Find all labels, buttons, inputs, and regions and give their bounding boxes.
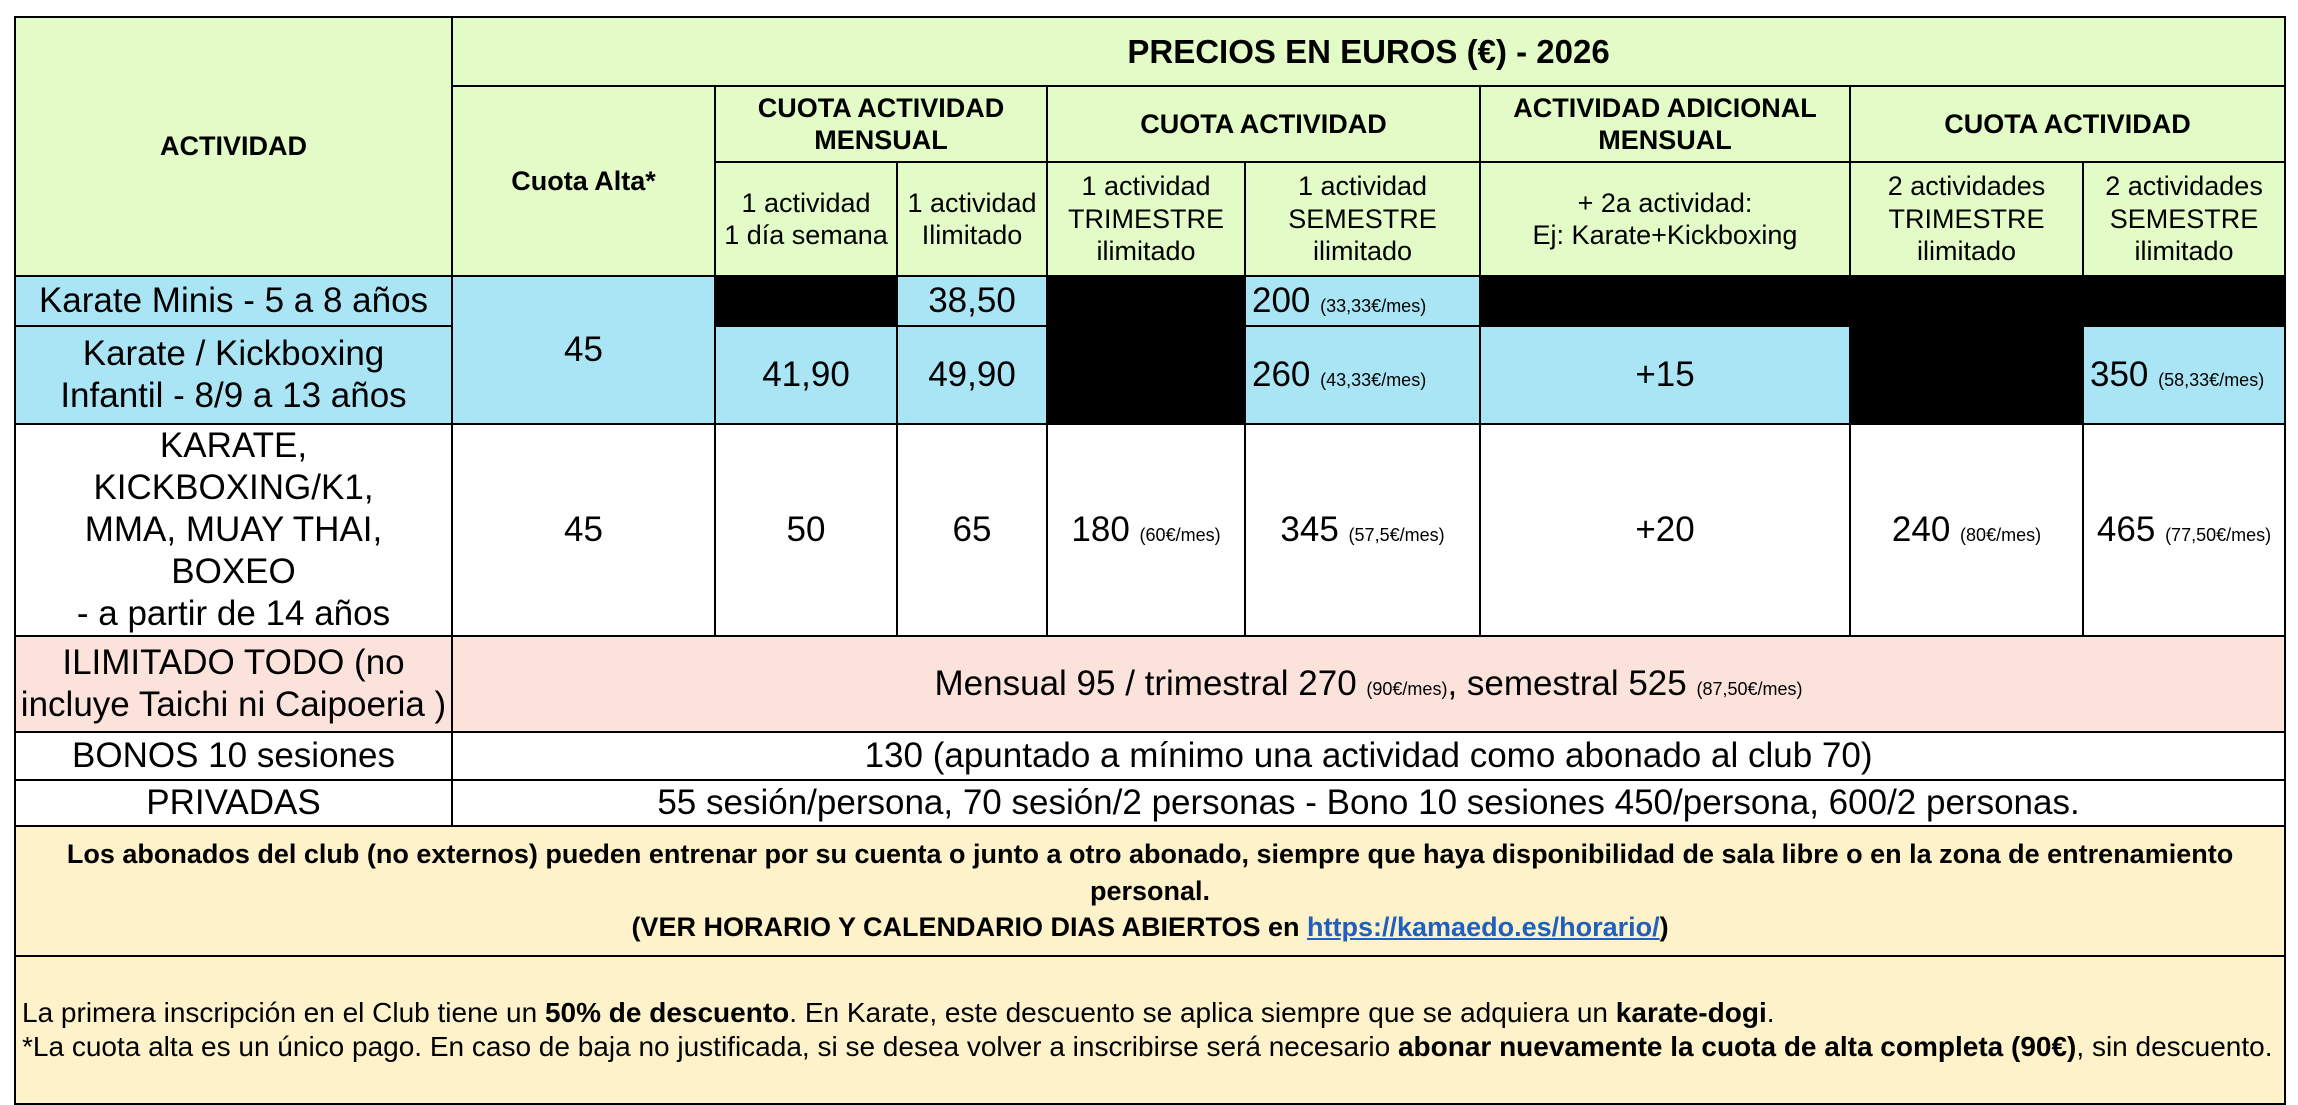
row-bonos-name: BONOS 10 sesiones	[15, 732, 452, 780]
empty-cell	[2083, 276, 2285, 326]
row-infantil-ilimitado: 49,90	[897, 326, 1047, 424]
empty-cell	[715, 276, 897, 326]
footer-notes	[15, 956, 2285, 1104]
footer-note-cuota-alta: *La cuota alta es un único pago. En caso de baja no justificada, si se desea volver a inscribirse será necesario abonar nuevamente la cuota de alta completa (90€), sin descuento.	[22, 1031, 2273, 1062]
row-minis-semestre: 200 (33,33€/mes)	[1245, 276, 1480, 326]
header-actividad: ACTIVIDAD	[15, 17, 452, 276]
empty-cell	[1850, 276, 2083, 326]
row-infantil-dia: 41,90	[715, 326, 897, 424]
footer-note-discount: La primera inscripción en el Club tiene un 50% de descuento. En Karate, este descuento se aplica siempre que se adquiera un karate-dogi.	[22, 997, 1775, 1029]
subheader-1-semestre: 1 actividad SEMESTRE ilimitado	[1245, 162, 1480, 276]
row-infantil-adicional: +15	[1480, 326, 1850, 424]
row-adultos-semestre2: 465 (77,50€/mes)	[2083, 424, 2285, 636]
subheader-1-trimestre: 1 actividad TRIMESTRE ilimitado	[1047, 162, 1245, 276]
subheader-1-dia: 1 actividad 1 día semana	[715, 162, 897, 276]
row-adultos-ilimitado: 65	[897, 424, 1047, 636]
row-adultos-semestre: 345 (57,5€/mes)	[1245, 424, 1480, 636]
notice-line1: Los abonados del club (no externos) pueden entrenar por su cuenta o junto a otro abonado, siempre que haya disponibilidad de sala libre o en la zona de entrenamiento personal.	[66, 839, 2234, 906]
empty-cell	[1850, 326, 2083, 424]
row-adultos-trimestre: 180 (60€/mes)	[1047, 424, 1245, 636]
row-adultos-trimestre2: 240 (80€/mes)	[1850, 424, 2083, 636]
header-cuota-actividad-2: CUOTA ACTIVIDAD	[1850, 86, 2285, 162]
header-cuota-actividad: CUOTA ACTIVIDAD	[1047, 86, 1480, 162]
empty-cell	[1480, 276, 1850, 326]
row-bonos-value: 130 (apuntado a mínimo una actividad como abonado al club 70)	[452, 732, 2285, 780]
row-infantil-semestre: 260 (43,33€/mes)	[1245, 326, 1480, 424]
row-ilimitado-name: ILIMITADO TODO (no incluye Taichi ni Caipoeria )	[15, 636, 452, 732]
notice: Los abonados del club (no externos) pueden entrenar por su cuenta o junto a otro abonado, siempre que haya disponibilidad de sala libre o en la zona de entrenamiento personal. (VER HORARIO Y CALENDARIO DIAS ABIERTOS en https://kamaedo.es/horario/)	[15, 826, 2285, 956]
row-privadas-name: PRIVADAS	[15, 780, 452, 826]
row-minis-infantil-alta: 45	[452, 276, 715, 424]
header-cuota-alta: Cuota Alta*	[452, 86, 715, 276]
subheader-1-ilimitado: 1 actividad Ilimitado	[897, 162, 1047, 276]
row-infantil-semestre2: 350 (58,33€/mes)	[2083, 326, 2285, 424]
price-table	[14, 16, 2286, 1105]
empty-cell	[1047, 276, 1245, 326]
header-precios: PRECIOS EN EUROS (€) - 2026	[452, 17, 2285, 86]
row-infantil-name: Karate / Kickboxing Infantil - 8/9 a 13 años	[15, 326, 452, 424]
horario-link[interactable]: https://kamaedo.es/horario/	[1307, 912, 1660, 943]
row-minis-name: Karate Minis - 5 a 8 años	[15, 276, 452, 326]
row-minis-ilimitado: 38,50	[897, 276, 1047, 326]
row-adultos-dia: 50	[715, 424, 897, 636]
row-adultos-name: KARATE, KICKBOXING/K1, MMA, MUAY THAI, BOXEO - a partir de 14 años	[15, 424, 452, 636]
row-ilimitado-prices: Mensual 95 / trimestral 270 (90€/mes), semestral 525 (87,50€/mes)	[452, 636, 2285, 732]
row-adultos-alta: 45	[452, 424, 715, 636]
row-adultos-adicional: +20	[1480, 424, 1850, 636]
row-privadas-value: 55 sesión/persona, 70 sesión/2 personas - Bono 10 sesiones 450/persona, 600/2 personas.	[452, 780, 2285, 826]
subheader-2a-actividad: + 2a actividad: Ej: Karate+Kickboxing	[1480, 162, 1850, 276]
empty-cell	[1047, 326, 1245, 424]
subheader-2-trimestre: 2 actividades TRIMESTRE ilimitado	[1850, 162, 2083, 276]
header-actividad-adicional: ACTIVIDAD ADICIONAL MENSUAL	[1480, 86, 1850, 162]
subheader-2-semestre: 2 actividades SEMESTRE ilimitado	[2083, 162, 2285, 276]
header-cuota-mensual: CUOTA ACTIVIDAD MENSUAL	[715, 86, 1047, 162]
